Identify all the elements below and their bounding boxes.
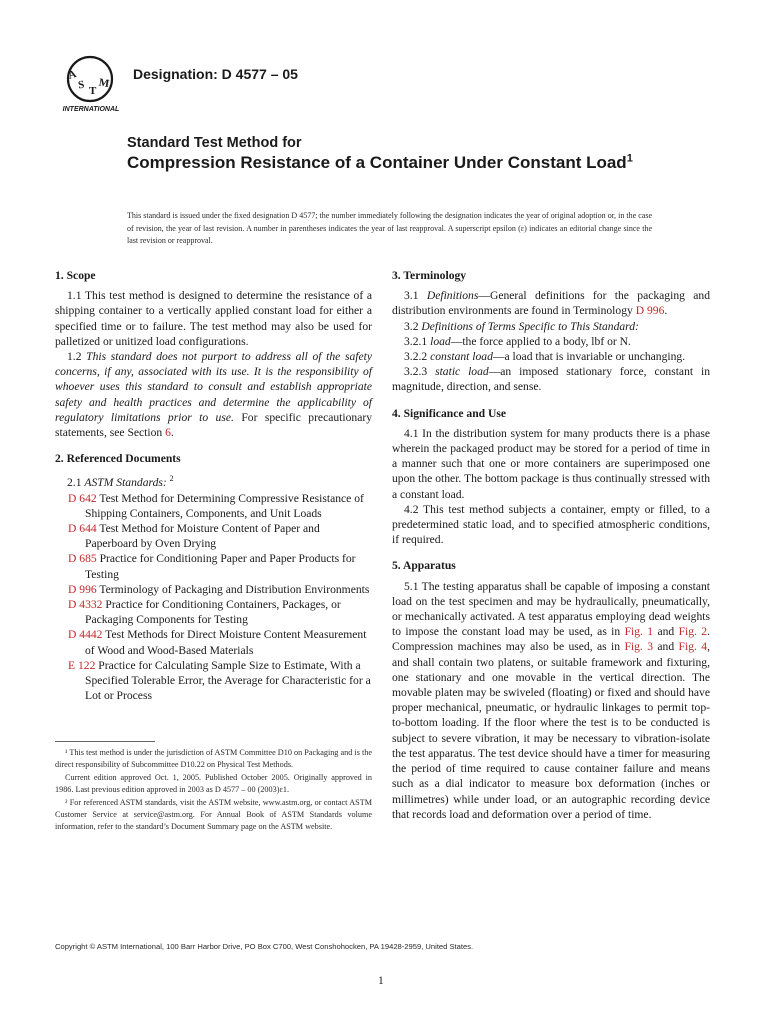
footnote-1-edition: Current edition approved Oct. 1, 2005. Published October 2005. Originally approved in 1986. Last previous edition approved in 2003 as D 4577 – 00 (2003)ε1.: [55, 773, 372, 794]
svg-text:S: S: [77, 78, 86, 92]
reference-link[interactable]: E 122: [68, 658, 96, 672]
reference-link[interactable]: D 644: [68, 521, 97, 535]
reference-item: D 642 Test Method for Determining Compressive Resistance of Shipping Containers, Components, and Unit Loads: [68, 491, 364, 520]
terminology-3-2-3: 3.2.3 static load—an imposed stationary force, constant in magnitude, direction, and sense.: [392, 365, 710, 394]
section-1-heading: 1. Scope: [55, 269, 96, 282]
right-column: [392, 268, 710, 822]
issuance-note: This standard is issued under the fixed designation D 4577; the number immediately following the designation indicates the year of original adoption or, in the case of revision, the year of last revision. A number in parentheses indicates the year of last reapproval. A superscript epsilon (ε) indicates an editorial change since the last revision or reapproval.: [127, 211, 652, 245]
svg-text:M: M: [97, 76, 111, 91]
link-fig-1[interactable]: Fig. 1: [624, 625, 654, 639]
link-fig-2[interactable]: Fig. 2: [678, 625, 708, 639]
title-prefix: Standard Test Method for: [127, 135, 302, 151]
reference-item: D 644 Test Method for Moisture Content of Paper and Paperboard by Oven Drying: [68, 521, 320, 551]
scope-para-2: 1.2 This standard does not purport to address all of the safety concerns, if any, associated with its use. It is the responsibility of whoever uses this standard to consult and establish appropriate safety and health practices and determine the applicability of regulatory limitations prior to use. For specific precautionary statements, see Section 6.: [55, 350, 373, 440]
footnote-1: ¹ This test method is under the jurisdiction of ASTM Committee D10 on Packaging and is the direct responsibility of Subcommittee D10.22 on Physical Test Methods.: [55, 748, 372, 769]
terminology-3-2: 3.2 Definitions of Terms Specific to This Standard:: [404, 319, 639, 333]
astm-logo: [60, 54, 122, 116]
terminology-3-2-1: 3.2.1 load—the force applied to a body, lbf or N.: [404, 334, 631, 348]
svg-text:T: T: [89, 85, 97, 97]
link-fig-3[interactable]: Fig. 3: [624, 640, 654, 654]
reference-link[interactable]: D 996: [68, 582, 97, 596]
title-block: [127, 135, 687, 173]
reference-item: D 996 Terminology of Packaging and Distribution Environments: [68, 582, 370, 596]
section-5-heading: 5. Apparatus: [392, 559, 456, 573]
reference-list: [55, 491, 372, 704]
reference-link[interactable]: D 642: [68, 491, 97, 505]
astm-standards-label: 2.1 ASTM Standards: $^2$: [67, 474, 174, 490]
reference-link[interactable]: D 4332: [68, 597, 103, 611]
copyright: Copyright © ASTM International, 100 Barr Harbor Drive, PO Box C700, West Conshohocken, PA 19428-2959, United States.: [55, 942, 474, 951]
scope-para-1: 1.1 This test method is designed to determine the resistance of a shipping container to a vertically applied constant load for either a specified time or to failure. The test method may also be used for palletized or unitized load configurations.: [55, 289, 372, 348]
section-4-heading: 4. Significance and Use: [392, 406, 507, 420]
designation: Designation: D 4577 – 05: [133, 66, 298, 82]
footnotes: [55, 741, 372, 834]
page-number: 1: [378, 975, 384, 987]
logo-subtitle: INTERNATIONAL: [62, 106, 120, 113]
link-section-6[interactable]: 6: [165, 426, 171, 440]
title-footnote-mark: 1: [626, 152, 633, 165]
section-3-heading: 3. Terminology: [392, 269, 467, 282]
para-number: 1.2: [67, 350, 82, 364]
terminology-3-2-2: 3.2.2 constant load—a load that is invariable or unchanging.: [404, 350, 686, 364]
reference-item: D 685 Practice for Conditioning Paper and Paper Products for Testing: [68, 552, 356, 581]
footnote-2: ² For referenced ASTM standards, visit the ASTM website, www.astm.org, or contact ASTM Customer Service at service@astm.org. For Annual Book of ASTM Standards volume information, refer to the standard’s Document Summary page on the ASTM website.: [55, 798, 372, 831]
terminology-3-1: 3.1 Definitions—General definitions for the packaging and distribution environments are found in Terminology D 996.: [392, 289, 710, 318]
title-main: [127, 153, 687, 173]
link-fig-4[interactable]: Fig. 4: [678, 640, 708, 654]
significance-4-1: 4.1 In the distribution system for many products there is a phase wherein the packaged product may be stored for a period of time in a manner such that one or more containers are superimposed one upon the other. The bottom package is thus continually stressed with a constant load.: [392, 426, 710, 501]
link-d996[interactable]: D 996: [635, 304, 665, 318]
significance-4-2: 4.2 This test method subjects a container, empty or filled, to a predetermined static load, and to specified atmospheric conditions, if required.: [392, 502, 710, 547]
svg-text:A: A: [66, 68, 78, 82]
para-tail: For specific precautionary statements, see Section: [55, 410, 373, 440]
footnote-rule: [55, 741, 155, 742]
section-2-heading: 2. Referenced Documents: [55, 452, 181, 466]
reference-link[interactable]: D 4442: [68, 628, 103, 642]
left-column: [55, 268, 372, 703]
reference-item: D 4442 Test Methods for Direct Moisture Content Measurement of Wood and Wood-Based Materials: [68, 628, 367, 657]
reference-item: E 122 Practice for Calculating Sample Size to Estimate, With a Specified Tolerable Error, the Average for Characteristic for a Lot or Process: [68, 658, 371, 703]
reference-link[interactable]: D 685: [68, 552, 97, 566]
reference-item: D 4332 Practice for Conditioning Containers, Packages, or Packaging Components for Testing: [68, 597, 341, 627]
apparatus-5-1: 5.1 The testing apparatus shall be capable of imposing a constant load on the test specimen and may be hydraulically, pneumatically, or mechanically activated. A test apparatus employing dead weights to impose the constant load may be used, as in Fig. 1 and Fig. 2. Compression machines may also be used, as in Fig. 3 and Fig. 4, and shall contain two platens, or suitable framework and fixturing, one stationary and one movable in the vertical direction. The movable platen may be swiveled (floating) or fixed and should have proper mechanical, pneumatic, or hydraulic linkages to permit top-to-bottom loading. If the floor where the test is to be conducted is subject to severe vibration, it may be necessary to vibration-isolate the test apparatus. The test device should have a timer for measuring the period of time required to cause container failure and means such as a dial indicator to measure box deformation (inches or millimetres) while under load, or an autographic recording device that records load and deformation over a period of time.: [392, 579, 710, 821]
safety-statement: This standard does not purport to address all of the safety concerns, if any, associated with its use. It is the responsibility of whoever uses this standard to consult and establish appropriate safety and health practices and determine the applicability of regulatory limitations prior to use.: [55, 350, 372, 424]
title-text: Compression Resistance of a Container Under Constant Load: [127, 153, 627, 172]
